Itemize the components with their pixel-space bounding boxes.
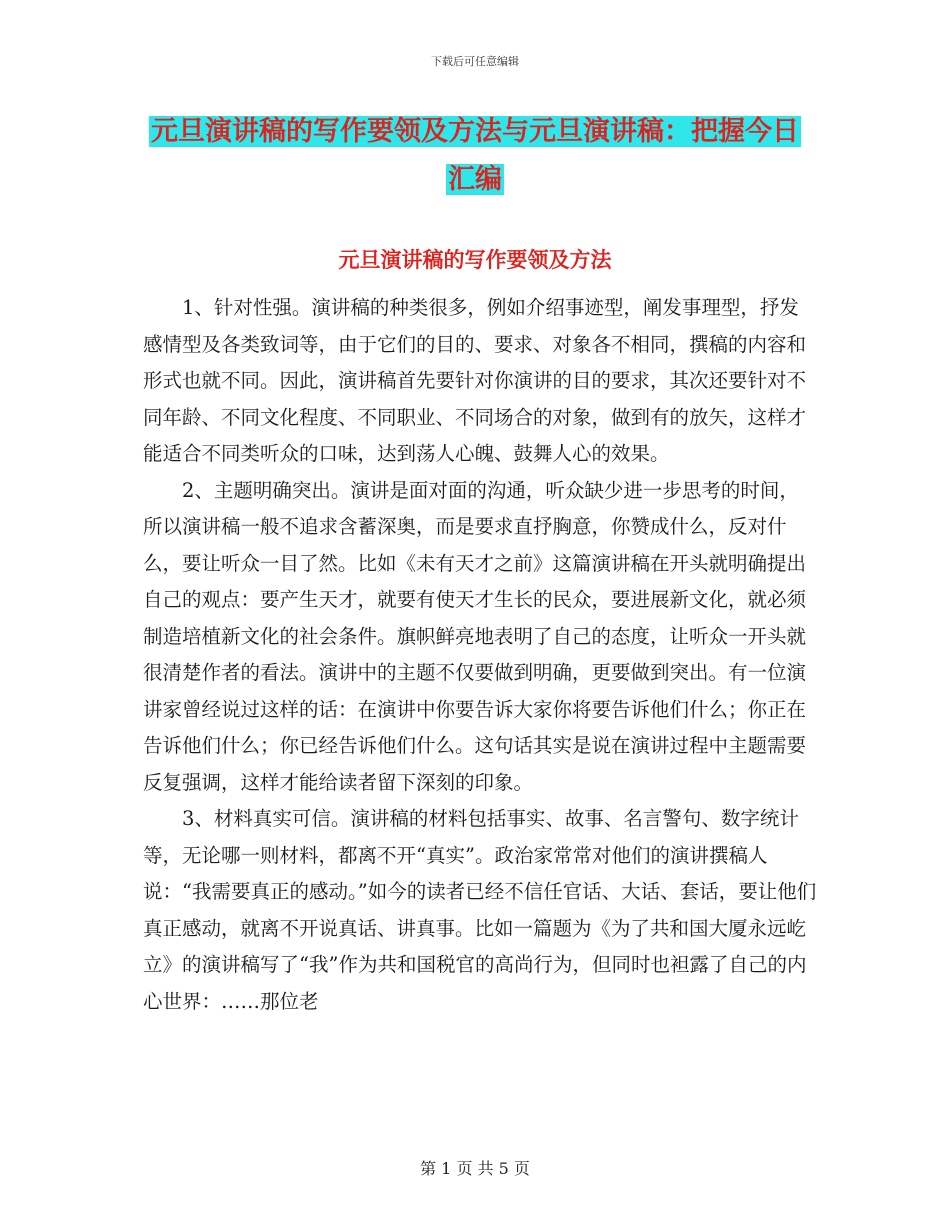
- paragraph-1: 1、针对性强。演讲稿的种类很多，例如介绍事迹型，阐发事理型，抒发感情型及各类致词等，由于它们的目的、要求、对象各不相同，撰稿的内容和形式也就不同。因此，演讲稿首先要针对你演讲的目的要求，其次还要针对不同年龄、不同文化程度、不同职业、不同场合的对象，做到有的放矢，这样才能适合不同类听众的口味，达到荡人心魄、鼓舞人心的效果。: [143, 296, 807, 465]
- page-footer: 第 1 页 共 5 页: [420, 1159, 530, 1178]
- document-title: [140, 108, 810, 204]
- paragraph-2: 2、主题明确突出。演讲是面对面的沟通，听众缺少进一步思考的时间，所以演讲稿一般不追求含蓄深奥，而是要求直抒胸意，你赞成什么，反对什么，要让听众一目了然。比如《未有天才之前》这篇演讲稿在开头就明确提出自己的观点：要产生天才，就要有使天才生长的民众，要进展新文化，就必须制造培植新文化的社会条件。旗帜鲜亮地表明了自己的态度，让听众一开头就很清楚作者的看法。演讲中的主题不仅要做到明确，更要做到突出。有一位演讲家曾经说过这样的话：在演讲中你要告诉大家你将要告诉他们什么；你正在告诉他们什么；你已经告诉他们什么。这句话其实是说在演讲过程中主题需要反复强调，这样才能给读者留下深刻的印象。: [143, 478, 807, 794]
- section-title: 元旦演讲稿的写作要领及方法: [338, 247, 612, 272]
- paragraph-3: 3、材料真实可信。演讲稿的材料包括事实、故事、名言警句、数字统计等，无论哪一则材料，都离不开“真实”。政治家常常对他们的演讲撰稿人说：“我需要真正的感动。”如今的读者已经不信任官话、大话、套话，要让他们真正感动，就离不开说真话、讲真事。比如一篇题为《为了共和国大厦永远屹立》的演讲稿写了“我”作为共和国税官的高尚行为，但同时也袒露了自己的内心世界：……那位老: [143, 807, 817, 1013]
- body-text: [143, 290, 818, 1020]
- document-title-text: 元旦演讲稿的写作要领及方法与元旦演讲稿：把握今日汇编: [151, 116, 799, 195]
- header-note: 下载后可任意编辑: [431, 55, 519, 68]
